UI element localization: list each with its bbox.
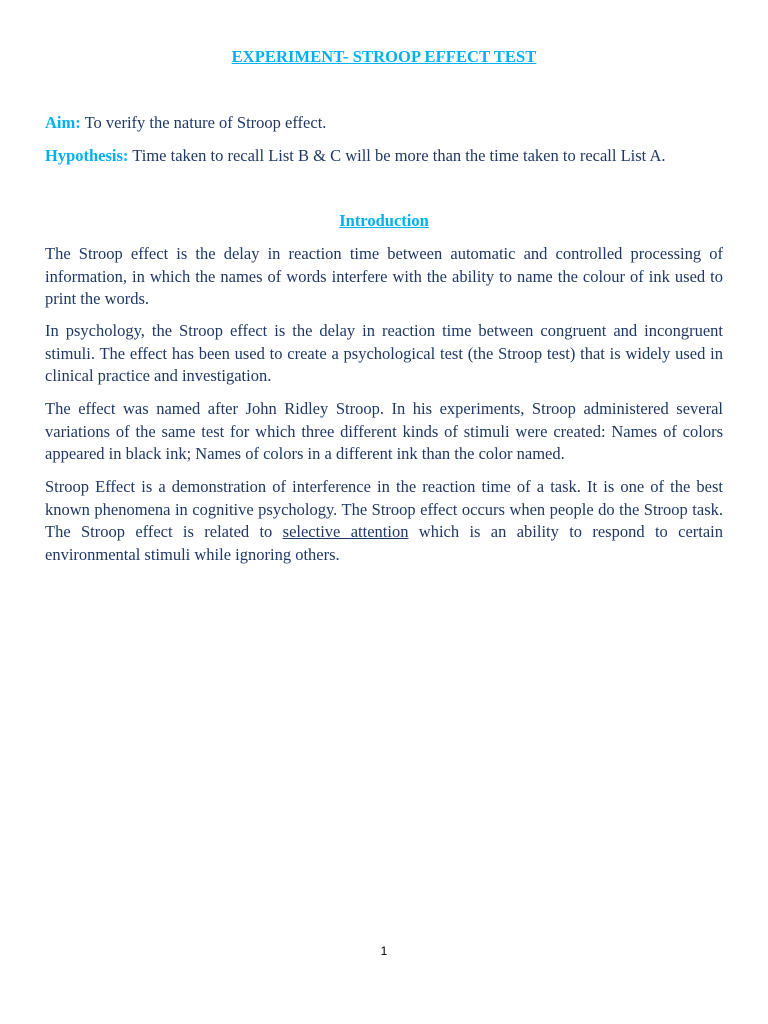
hypothesis-text: Time taken to recall List B & C will be more than the time taken to recall List A.	[132, 146, 666, 165]
aim-line	[45, 113, 326, 133]
aim-text: To verify the nature of Stroop effect.	[84, 113, 327, 132]
introduction-heading: Introduction	[339, 211, 429, 230]
hypothesis-line	[45, 146, 666, 166]
aim-label: Aim:	[45, 113, 81, 132]
hypothesis-label: Hypothesis:	[45, 146, 129, 165]
paragraph-4-text-before: Stroop Effect is a demonstration of interference in the reaction time of a task. It is one of the best known phenomena in cognitive psychology. The Stroop effect occurs when people do the Stroop task. The Stroop effect is related to	[45, 477, 723, 541]
introduction-paragraph-3: The effect was named after John Ridley Stroop. In his experiments, Stroop administered several variations of the same test for which three different kinds of stimuli were created: Names of colors appeared in black ink; Names of colors in a different ink than the color named.	[45, 399, 723, 463]
selective-attention-link[interactable]: selective attention	[282, 522, 409, 541]
introduction-paragraph-2: In psychology, the Stroop effect is the delay in reaction time between congruent and incongruent stimuli. The effect has been used to create a psychological test (the Stroop test) that is widely used in clinical practice and investigation.	[45, 321, 723, 385]
introduction-paragraph-1: The Stroop effect is the delay in reaction time between automatic and controlled processing of information, in which the names of words interfere with the ability to name the colour of ink used to print the words.	[45, 244, 723, 308]
paragraph-4-text-after: which is an ability to respond to certain environmental stimuli while ignoring others.	[45, 522, 723, 564]
document-title: EXPERIMENT- STROOP EFFECT TEST	[231, 47, 537, 66]
introduction-paragraph-4	[45, 476, 723, 566]
page-number: 1	[380, 944, 388, 958]
